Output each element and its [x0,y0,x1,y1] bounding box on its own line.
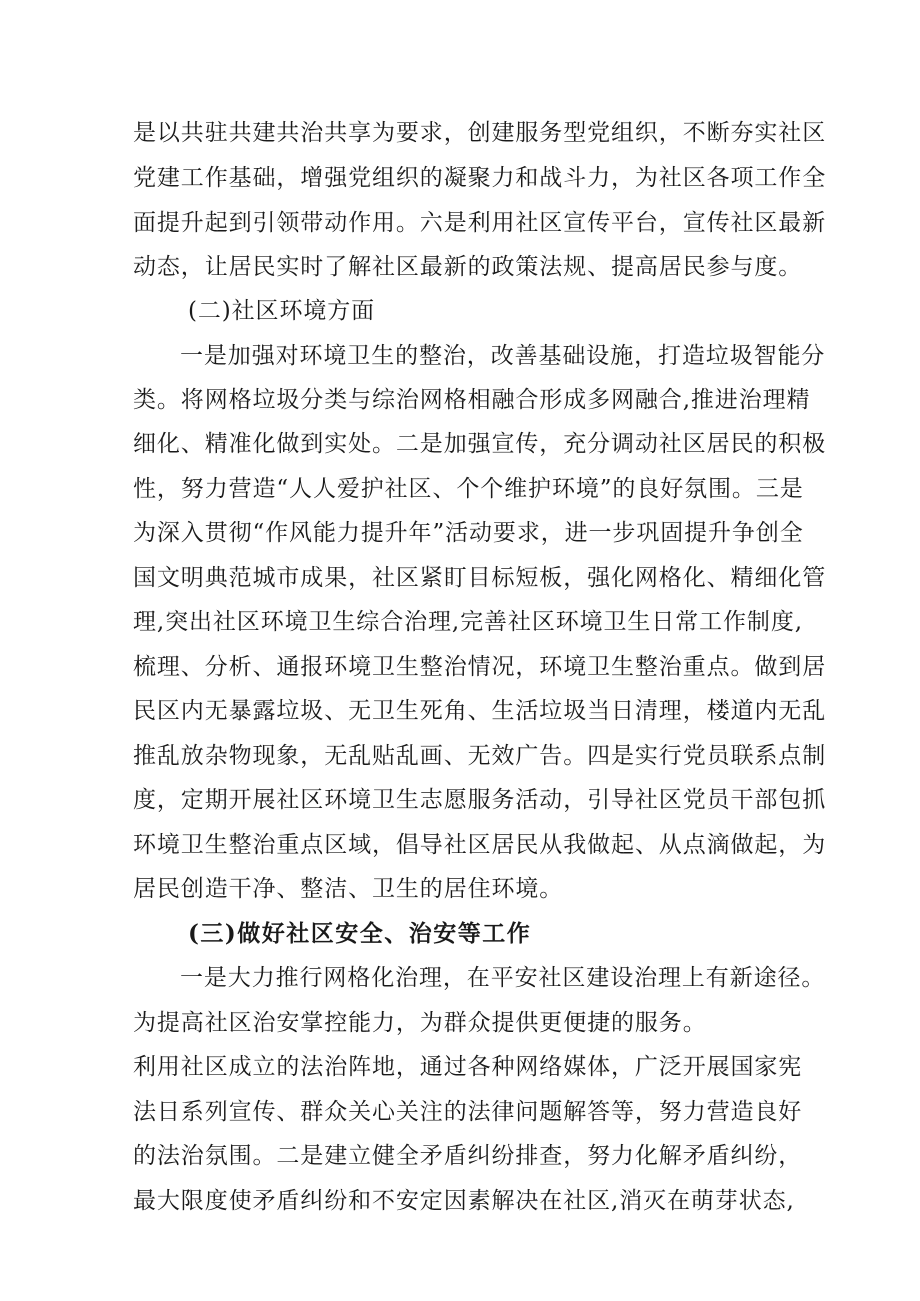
paragraph-line: 推乱放杂物现象，无乱贴乱画、无效广告。四是实行党员联系点制 [133,743,827,769]
paragraph-line: 一是加强对环境卫生的整治，改善基础设施，打造垃圾智能分 [180,343,826,369]
paragraph-line: 梳理、分析、通报环境卫生整治情况，环境卫生整治重点。做到居 [133,654,827,680]
section-heading-safety: (三)做好社区安全、治安等工作 [188,920,532,947]
paragraph-line: 环境卫生整治重点区域，倡导社区居民从我做起、从点滴做起，为 [133,832,827,858]
paragraph-line: 的法治氛围。二是建立健全矛盾纠纷排查，努力化解矛盾纠纷， [133,1143,803,1169]
paragraph-line: 是以共驻共建共治共享为要求，创建服务型党组织，不断夯实社区 [133,120,827,146]
paragraph-line: 理,突出社区环境卫生综合治理,完善社区环境卫生日常工作制度, [133,609,803,635]
paragraph-line: 为深入贯彻“作风能力提升年”活动要求，进一步巩固提升争创全 [133,520,804,546]
paragraph-line: 民区内无暴露垃圾、无卫生死角、生活垃圾当日清理，楼道内无乱 [133,698,827,724]
section-heading-environment: (二)社区环境方面 [188,298,376,324]
paragraph-line: 度，定期开展社区环境卫生志愿服务活动，引导社区党员干部包抓 [133,787,827,813]
paragraph-line: 为提高社区治安掌控能力，为群众提供更便捷的服务。 [133,1010,707,1036]
paragraph-line: 面提升起到引领带动作用。六是利用社区宣传平台，宣传社区最新 [133,210,827,236]
paragraph-line: 最大限度使矛盾纠纷和不安定因素解决在社区,消灭在萌芽状态, [133,1188,795,1214]
paragraph-line: 细化、精准化做到实处。二是加强宣传，充分调动社区居民的积极 [133,431,827,457]
paragraph-line: 法日系列宣传、群众关心关注的法律问题解答等，努力营造良好 [133,1099,803,1125]
paragraph-line: 利用社区成立的法治阵地，通过各种网络媒体，广泛开展国家宪 [133,1054,803,1080]
paragraph-line: 动态，让居民实时了解社区最新的政策法规、提高居民参与度。 [133,254,803,280]
paragraph-line: 党建工作基础，增强党组织的凝聚力和战斗力，为社区各项工作全 [133,165,827,191]
paragraph-line: 性，努力营造“人人爱护社区、个个维护环境”的良好氛围。三是 [133,476,804,502]
paragraph-line: 类。将网格垃圾分类与综治网格相融合形成多网融合,推进治理精 [133,387,811,413]
paragraph-line: 居民创造干净、整洁、卫生的居住环境。 [133,876,564,902]
paragraph-line: 国文明典范城市成果，社区紧盯目标短板，强化网格化、精细化管 [133,565,827,591]
paragraph-line: 一是大力推行网格化治理，在平安社区建设治理上有新途径。 [180,965,826,991]
